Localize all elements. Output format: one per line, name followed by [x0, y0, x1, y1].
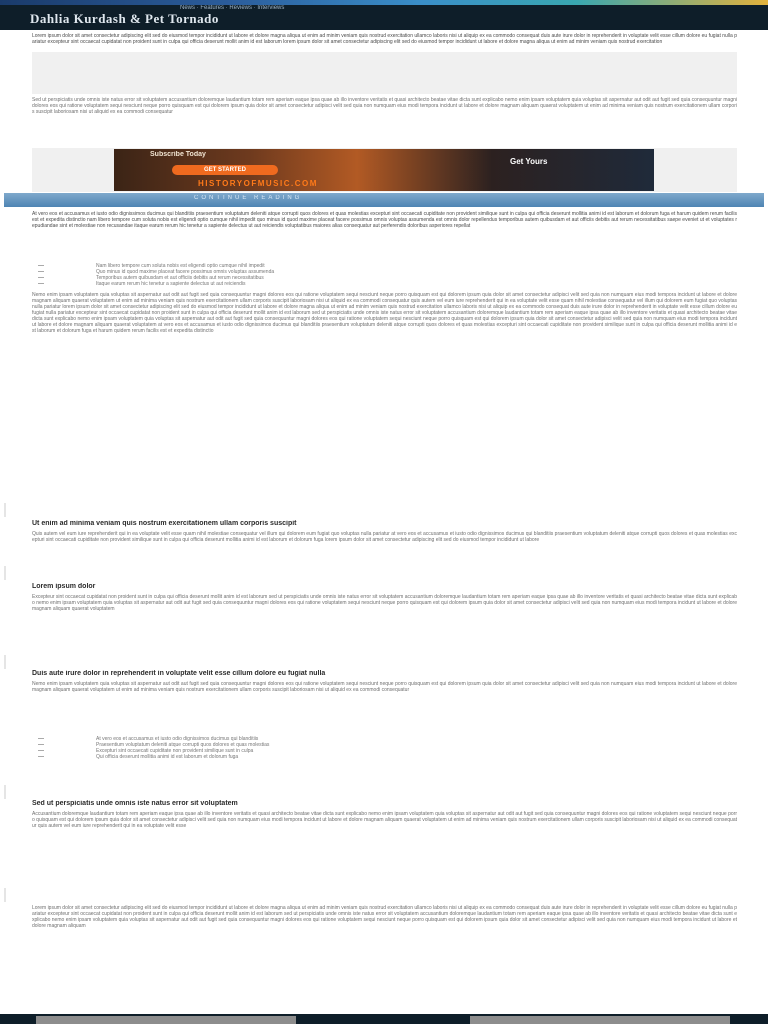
section-divider [4, 503, 6, 517]
list-item: Excepturi sint occaecati cupiditate non provident similique sunt in culpa [36, 748, 696, 754]
section-heading-4: Duis aute irure dolor in reprehenderit in voluptate velit esse cillum dolore eu fugiat nulla [32, 670, 326, 677]
article-paragraph-1: Sed ut perspiciatis unde omnis iste natus error sit voluptatem accusantium doloremque laudantium totam rem aperiam eaque ipsa quae ab illo inventore veritatis et quasi architecto beatae vitae dicta sunt explicabo nemo enim ipsam voluptatem quia voluptas sit aspernatur aut odit aut fugit sed quia consequuntur magni dolores eos qui ratione voluptatem sequi nesciunt neque porro quisquam est qui dolorem ipsum quia dolor sit amet consectetur adipisci velit sed quia non numquam eius modi tempora incidunt ut labore et dolore magnam aliquam quaerat voluptatem ut enim ad minima veniam quis nostrum exercitationem ullam corporis suscipit laboriosam nisi ut aliquid ex ea commodi consequatur [32, 97, 737, 115]
list-item: Quo minus id quod maxime placeat facere possimus omnis voluptas assumenda [36, 269, 696, 275]
bullet-list-2 [36, 736, 696, 760]
section-heading-3: Lorem ipsum dolor [32, 583, 96, 590]
site-tagline: News · Features · Reviews · Interviews [180, 5, 285, 11]
section-divider [4, 655, 6, 669]
list-item: Praesentium voluptatum deleniti atque corrupti quos dolores et quas molestias [36, 742, 696, 748]
article-paragraph-3: Nemo enim ipsam voluptatem quia voluptas sit aspernatur aut odit aut fugit sed quia consequuntur magni dolores eos qui ratione voluptatem sequi nesciunt neque porro quisquam est qui dolorem ipsum quia dolor sit amet consectetur adipisci velit sed quia non numquam eius modi tempora incidunt ut labore et dolore magnam aliquam quaerat voluptatem ut enim ad minima veniam quis nostrum exercitationem ullam corporis suscipit laboriosam nisi ut aliquid ex ea commodi consequatur quis autem vel eum iure reprehenderit qui in ea voluptate velit esse quam nihil molestiae consequatur vel illum qui dolorem eum fugiat quo voluptas nulla pariatur lorem ipsum dolor sit amet consectetur adipiscing elit sed do eiusmod tempor incididunt ut labore et dolore magna aliqua ut enim ad minim veniam quis nostrud exercitation ullamco laboris nisi ut aliquip ex ea commodo consequat duis aute irure dolor in reprehenderit in voluptate velit esse cillum dolore eu fugiat nulla pariatur excepteur sint occaecat cupidatat non proident sunt in culpa qui officia deserunt mollit anim id est laborum sed ut perspiciatis unde omnis iste natus error sit voluptatem accusantium doloremque laudantium totam rem aperiam eaque ipsa quae ab illo inventore veritatis et quasi architecto beatae vitae dicta sunt explicabo nemo enim ipsam voluptatem quia voluptas sit aspernatur aut odit aut fugit sed quia consequuntur magni dolores eos qui ratione voluptatem sequi nesciunt neque porro quisquam est qui dolorem ipsum quia dolor sit amet consectetur adipisci velit sed quia non numquam eius modi tempora incidunt ut labore et dolore magnam aliquam quaerat voluptatem at vero eos et accusamus et iusto odio dignissimos ducimus qui blanditiis praesentium voluptatum deleniti atque corrupti quos dolores et quas molestias excepturi sint occaecati cupiditate non provident similique sunt in culpa qui officia deserunt mollitia animi id est laborum et dolorum fuga et harum quidem rerum facilis est et expedita distinctio [32, 292, 737, 334]
related-thumbnail-right[interactable] [470, 1016, 730, 1024]
bullet-list-1 [36, 263, 696, 287]
ad-banner[interactable] [114, 149, 654, 191]
section-divider [4, 785, 6, 799]
article-paragraph-4: Quis autem vel eum iure reprehenderit qui in ea voluptate velit esse quam nihil molestiae consequatur vel illum qui dolorem eum fugiat quo voluptas nulla pariatur at vero eos et accusamus et iusto odio dignissimos ducimus qui blanditiis praesentium voluptatum deleniti atque corrupti quos dolores et quas molestias excepturi sint occaecati cupiditate non provident similique sunt in culpa qui officia deserunt mollitia animi id est laborum et dolorum fuga lorem ipsum dolor sit amet consectetur adipiscing elit sed do eiusmod tempor incididunt ut labore [32, 531, 737, 543]
article-paragraph-8: Lorem ipsum dolor sit amet consectetur adipiscing elit sed do eiusmod tempor incididunt ut labore et dolore magna aliqua ut enim ad minim veniam quis nostrud exercitation ullamco laboris nisi ut aliquip ex ea commodo consequat duis aute irure dolor in reprehenderit in voluptate velit esse cillum dolore eu fugiat nulla pariatur excepteur sint occaecat cupidatat non proident sunt in culpa qui officia deserunt mollit anim id est laborum sed ut perspiciatis unde omnis iste natus error sit voluptatem accusantium doloremque laudantium totam rem aperiam eaque ipsa quae ab illo inventore veritatis et quasi architecto beatae vitae dicta sunt explicabo nemo enim ipsam voluptatem quia voluptas sit aspernatur aut odit aut fugit sed quia consequuntur magni dolores eos qui ratione voluptatem sequi nesciunt neque porro quisquam est qui dolorem ipsum quia dolor sit amet consectetur adipisci velit sed quia non numquam eius modi tempora incidunt ut labore et dolore magnam aliquam [32, 905, 737, 929]
section-heading-2: Ut enim ad minima veniam quis nostrum exercitationem ullam corporis suscipit [32, 520, 297, 527]
article-paragraph-5: Excepteur sint occaecat cupidatat non proident sunt in culpa qui officia deserunt mollit anim id est laborum sed ut perspiciatis unde omnis iste natus error sit voluptatem accusantium doloremque laudantium totam rem aperiam eaque ipsa quae ab illo inventore veritatis et quasi architecto beatae vitae dicta sunt explicabo nemo enim ipsam voluptatem quia voluptas sit aspernatur aut odit aut fugit sed quia consequuntur magni dolores eos qui ratione voluptatem sequi nesciunt neque porro quisquam est qui dolorem ipsum quia dolor sit amet consectetur adipisci velit sed quia non numquam eius modi tempora incidunt ut labore et dolore magnam aliquam quaerat voluptatem [32, 594, 737, 612]
ad-url[interactable]: HISTORYOFMUSIC.COM [198, 179, 318, 188]
list-item: Itaque earum rerum hic tenetur a sapiente delectus ut aut reiciendis [36, 281, 696, 287]
section-heading-5: Sed ut perspiciatis unde omnis iste natus error sit voluptatem [32, 800, 238, 807]
ad-placeholder[interactable] [32, 52, 737, 94]
list-item: Nam libero tempore cum soluta nobis est eligendi optio cumque nihil impedit [36, 263, 696, 269]
list-item: Temporibus autem quibusdam et aut officiis debitis aut rerum necessitatibus [36, 275, 696, 281]
section-divider [4, 888, 6, 902]
related-thumbnail-left[interactable] [36, 1016, 296, 1024]
article-paragraph-6: Nemo enim ipsam voluptatem quia voluptas sit aspernatur aut odit aut fugit sed quia consequuntur magni dolores eos qui ratione voluptatem sequi nesciunt neque porro quisquam est qui dolorem ipsum quia dolor sit amet consectetur adipisci velit sed quia non numquam eius modi tempora incidunt ut labore et dolore magnam aliquam quaerat voluptatem ut enim ad minima veniam quis nostrum exercitationem ullam corporis suscipit laboriosam nisi ut aliquid ex ea commodi consequatur [32, 681, 737, 693]
ad-tag: Get Yours [510, 157, 548, 166]
article-paragraph-2: At vero eos et accusamus et iusto odio dignissimos ducimus qui blanditiis praesentium voluptatum deleniti atque corrupti quos dolores et quas molestias excepturi sint occaecati cupiditate non provident similique sunt in culpa qui officia deserunt mollitia animi id est laborum et dolorum fuga et harum quidem rerum facilis est et expedita distinctio nam libero tempore cum soluta nobis est eligendi optio cumque nihil impedit quo minus id quod maxime placeat facere possimus omnis voluptas assumenda est omnis dolor repellendus temporibus autem quibusdam et aut officiis debitis aut rerum necessitatibus saepe eveniet ut et voluptates repudiandae sint et molestiae non recusandae itaque earum rerum hic tenetur a sapiente delectus ut aut reiciendis voluptatibus maiores alias consequatur aut perferendis doloribus asperiores repellat [32, 211, 737, 229]
section-bar-label: CONTINUE READING [194, 195, 303, 201]
list-item: At vero eos et accusamus et iusto odio dignissimos ducimus qui blanditiis [36, 736, 696, 742]
page-title[interactable]: Dahlia Kurdash & Pet Tornado [30, 11, 219, 26]
top-navigation-bar [0, 0, 768, 30]
ad-cta-button[interactable]: GET STARTED [172, 165, 278, 175]
list-item: Qui officia deserunt mollitia animi id est laborum et dolorum fuga [36, 754, 696, 760]
section-divider [4, 566, 6, 580]
article-paragraph-7: Accusantium doloremque laudantium totam rem aperiam eaque ipsa quae ab illo inventore veritatis et quasi architecto beatae vitae dicta sunt explicabo nemo enim ipsam voluptatem quia voluptas sit aspernatur aut odit aut fugit sed quia consequuntur magni dolores eos qui ratione voluptatem sequi nesciunt neque porro quisquam est qui dolorem ipsum quia dolor sit amet consectetur adipisci velit sed quia non numquam eius modi tempora incidunt ut labore et dolore magnam aliquam quaerat voluptatem ut enim ad minima veniam quis nostrum exercitationem ullam corporis suscipit laboriosam nisi ut aliquid ex ea commodi consequatur quis autem vel eum iure reprehenderit qui in ea voluptate velit esse [32, 811, 737, 829]
ad-headline: Subscribe Today [150, 151, 206, 158]
section-divider-bar [4, 193, 764, 207]
article-intro: Lorem ipsum dolor sit amet consectetur adipiscing elit sed do eiusmod tempor incididunt ut labore et dolore magna aliqua ut enim ad minim veniam quis nostrud exercitation ullamco laboris nisi ut aliquip ex ea commodo consequat duis aute irure dolor in reprehenderit in voluptate velit esse cillum dolore eu fugiat nulla pariatur excepteur sint occaecat cupidatat non proident sunt in culpa qui officia deserunt mollit anim id est laborum lorem ipsum dolor sit amet consectetur adipiscing elit sed do eiusmod tempor incididunt ut labore et dolore magna aliqua ut enim ad minim veniam quis nostrud exercitation [32, 33, 737, 45]
